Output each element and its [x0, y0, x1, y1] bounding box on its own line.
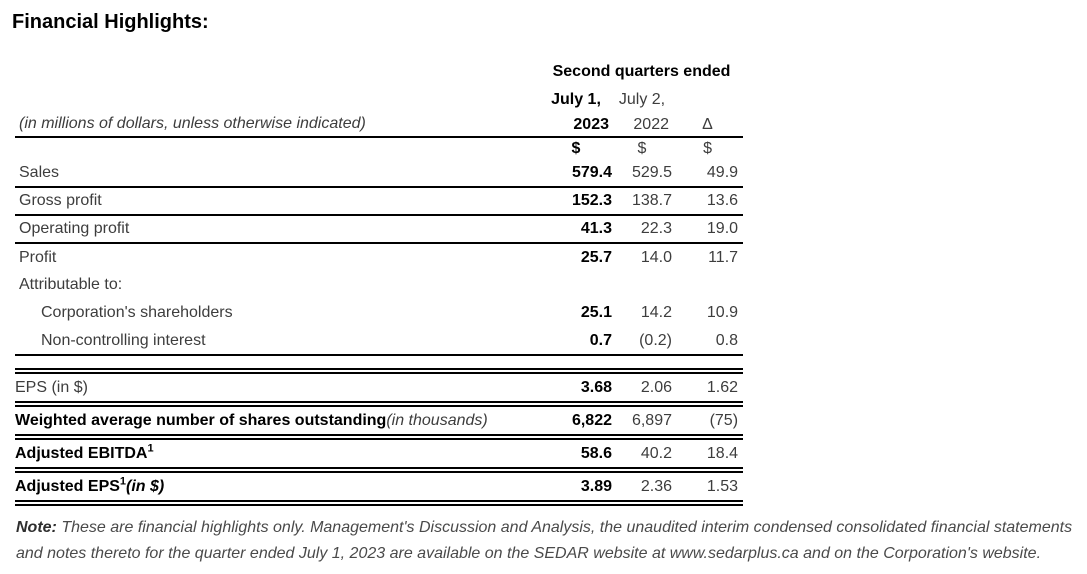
prior-period-year: 2022 [612, 113, 672, 137]
value-delta: 11.7 [708, 248, 739, 266]
value-2023: 25.7 [580, 248, 612, 266]
value-2022: 2.06 [612, 371, 672, 404]
delta-symbol: Δ [672, 113, 743, 137]
value-delta: 10.9 [706, 304, 739, 321]
value-2023: 0.7 [540, 327, 612, 355]
divider-cell [15, 355, 743, 371]
header-spacer-cell [15, 137, 540, 159]
value-2022: 22.3 [612, 215, 672, 243]
units-note: (in millions of dollars, unless otherwise indicated) [15, 113, 540, 137]
table-row-weighted-shares [15, 404, 743, 437]
header-year-row [15, 113, 743, 137]
currency-prior: $ [637, 139, 647, 157]
row-label: Operating profit [15, 215, 540, 243]
table-row-eps [15, 371, 743, 404]
value-2023 [540, 271, 612, 299]
header-date-row [15, 86, 743, 113]
table-row-profit [15, 243, 743, 271]
value-2022 [612, 271, 672, 299]
value-delta: 1.62 [672, 371, 743, 404]
row-label-text: Adjusted EPS [15, 477, 120, 495]
row-label: Profit [19, 248, 57, 266]
value-2022: 14.2 [640, 304, 672, 321]
value-2022: 6,897 [612, 404, 672, 437]
row-label: Non-controlling interest [15, 327, 540, 355]
value-2022: 2.36 [612, 470, 672, 503]
value-2023: 25.1 [580, 304, 612, 321]
current-period-date: July 1, [551, 90, 601, 108]
page-title: Financial Highlights: [12, 11, 209, 33]
value-2023: 41.3 [540, 215, 612, 243]
header-spacer-cell [15, 58, 540, 86]
row-label [15, 404, 540, 437]
value-delta: 1.53 [672, 470, 743, 503]
value-delta: (75) [672, 404, 743, 437]
row-label-suffix: (in thousands) [386, 411, 488, 429]
value-2023: 152.3 [540, 187, 612, 215]
footnote-marker: 1 [147, 442, 154, 455]
value-delta: 19.0 [672, 215, 743, 243]
value-2022: 14.0 [640, 248, 672, 266]
value-delta: 49.9 [672, 159, 743, 187]
value-delta: 0.8 [672, 327, 743, 355]
value-2022: (0.2) [612, 327, 672, 355]
row-label [15, 437, 540, 470]
row-label: Corporation's shareholders [41, 304, 233, 321]
value-delta: 18.4 [672, 437, 743, 470]
table-row-operating-profit [15, 215, 743, 243]
table-row-sales [15, 159, 743, 187]
value-2023: 58.6 [540, 437, 612, 470]
value-delta: 13.6 [672, 187, 743, 215]
header-spacer-cell [15, 86, 540, 113]
value-2023: 6,822 [540, 404, 612, 437]
currency-current: $ [571, 139, 581, 157]
currency-row [15, 137, 743, 159]
row-label: Sales [15, 159, 540, 187]
header-group-row [15, 58, 743, 86]
header-spacer-cell [672, 86, 743, 113]
value-delta [672, 271, 743, 299]
row-label-text: Weighted average number of shares outstanding [15, 411, 387, 429]
period-group-header: Second quarters ended [552, 63, 731, 80]
footnote-text: These are financial highlights only. Management's Discussion and Analysis, the unaudited interim condensed consolidated financial statements and notes thereto for the quarter ended July 1, 2023 are available on the SEDAR website at www.sedarplus.ca and on the Corporation's website. [16, 519, 1073, 562]
prior-period-date: July 2, [618, 90, 666, 108]
footnote-marker: 1 [119, 475, 127, 488]
footnote [16, 515, 1074, 567]
section-divider [15, 355, 743, 371]
value-2022: 40.2 [612, 437, 672, 470]
row-label: EPS (in $) [15, 371, 540, 404]
value-2023: 3.89 [540, 470, 612, 503]
value-2022: 138.7 [612, 187, 672, 215]
currency-delta: $ [703, 139, 712, 157]
value-2022: 529.5 [612, 159, 672, 187]
financial-highlights-table [15, 58, 743, 506]
value-2023: 3.68 [540, 371, 612, 404]
table-row-non-controlling-interest [15, 327, 743, 355]
current-period-year: 2023 [540, 113, 612, 137]
value-2023: 579.4 [540, 159, 612, 187]
row-label-text: Adjusted EBITDA [15, 444, 148, 462]
table-row-corporation-shareholders [15, 299, 743, 327]
table-row-gross-profit [15, 187, 743, 215]
footnote-label: Note: [16, 519, 57, 536]
table-row-adjusted-ebitda [15, 437, 743, 470]
row-label-suffix: (in $) [126, 477, 165, 495]
row-label: Gross profit [15, 187, 540, 215]
row-label [15, 470, 540, 503]
row-label: Attributable to: [19, 276, 123, 293]
table-row-attributable-to [15, 271, 743, 299]
table-row-adjusted-eps [15, 470, 743, 503]
